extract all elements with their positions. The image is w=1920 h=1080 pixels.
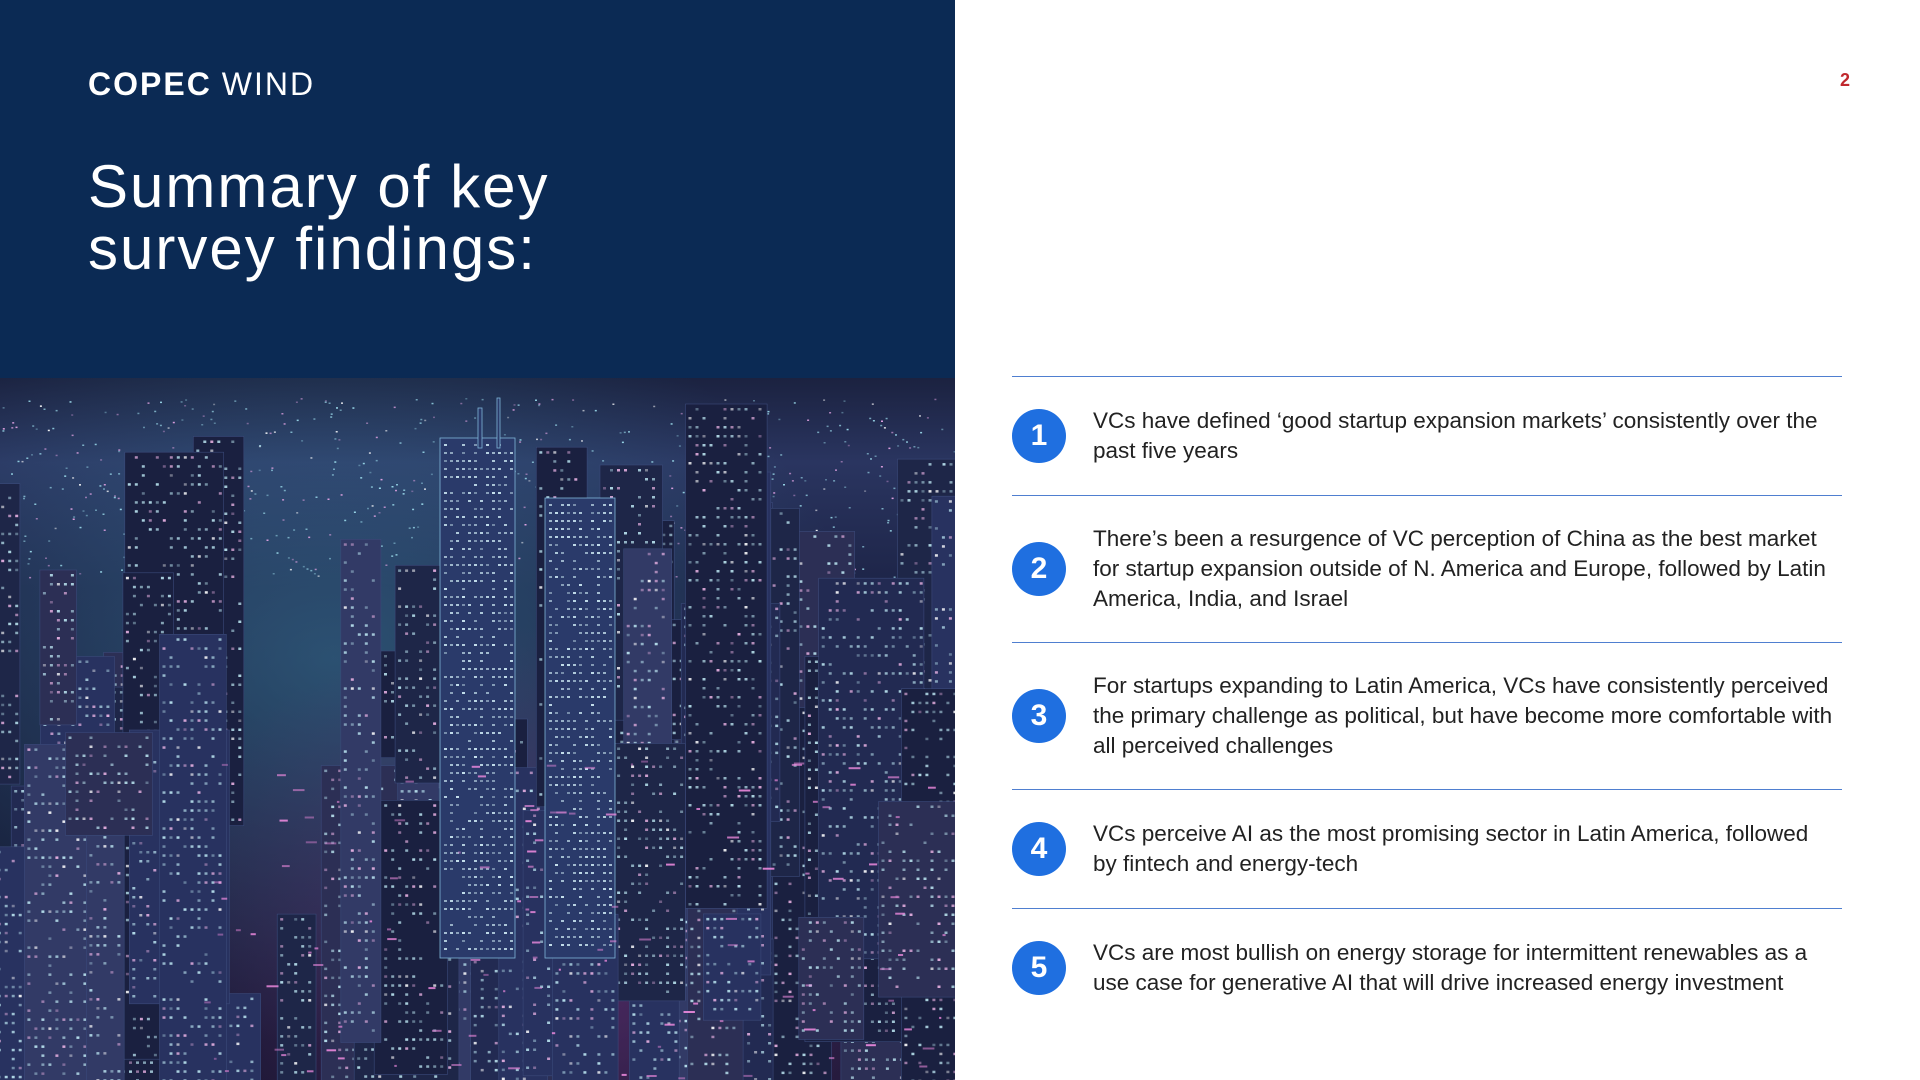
logo-wordmark-copec: COPEC — [88, 66, 212, 102]
city-skyline-illustration — [0, 378, 955, 1080]
finding-number-badge-4: 4 — [1012, 822, 1066, 876]
page-title-line-1: Summary of key — [88, 153, 550, 220]
finding-number-badge-3: 3 — [1012, 689, 1066, 743]
logo-wordmark-wind: WIND — [221, 66, 316, 102]
finding-number-badge-2: 2 — [1012, 542, 1066, 596]
city-night-aerial-image — [0, 378, 955, 1080]
company-logo — [88, 66, 315, 103]
page-title — [88, 153, 888, 282]
finding-text-1: VCs have defined ‘good startup expansion markets’ consistently over the past five years — [1093, 408, 1818, 463]
finding-text-4: VCs perceive AI as the most promising sector in Latin America, followed by fintech and energy-tech — [1093, 821, 1809, 876]
findings-list — [1012, 376, 1842, 1027]
page-title-line-2: survey findings: — [88, 215, 537, 282]
finding-item-1 — [1012, 376, 1842, 495]
left-panel — [0, 0, 955, 1080]
finding-item-4 — [1012, 789, 1842, 908]
header-block — [0, 0, 955, 378]
finding-text-2: There’s been a resurgence of VC perception of China as the best market for startup expansion outside of N. America and Europe, followed by Latin America, India, and Israel — [1093, 526, 1826, 611]
finding-text-5: VCs are most bullish on energy storage for intermittent renewables as a use case for generative AI that will drive increased energy investment — [1093, 940, 1808, 995]
finding-item-2 — [1012, 495, 1842, 642]
finding-item-5 — [1012, 908, 1842, 1027]
finding-number-badge-1: 1 — [1012, 409, 1066, 463]
finding-number-badge-5: 5 — [1012, 941, 1066, 995]
finding-item-3 — [1012, 642, 1842, 789]
finding-text-3: For startups expanding to Latin America, VCs have consistently perceived the primary challenge as political, but have become more comfortable with all perceived challenges — [1093, 673, 1833, 758]
page-number: 2 — [1839, 70, 1850, 90]
